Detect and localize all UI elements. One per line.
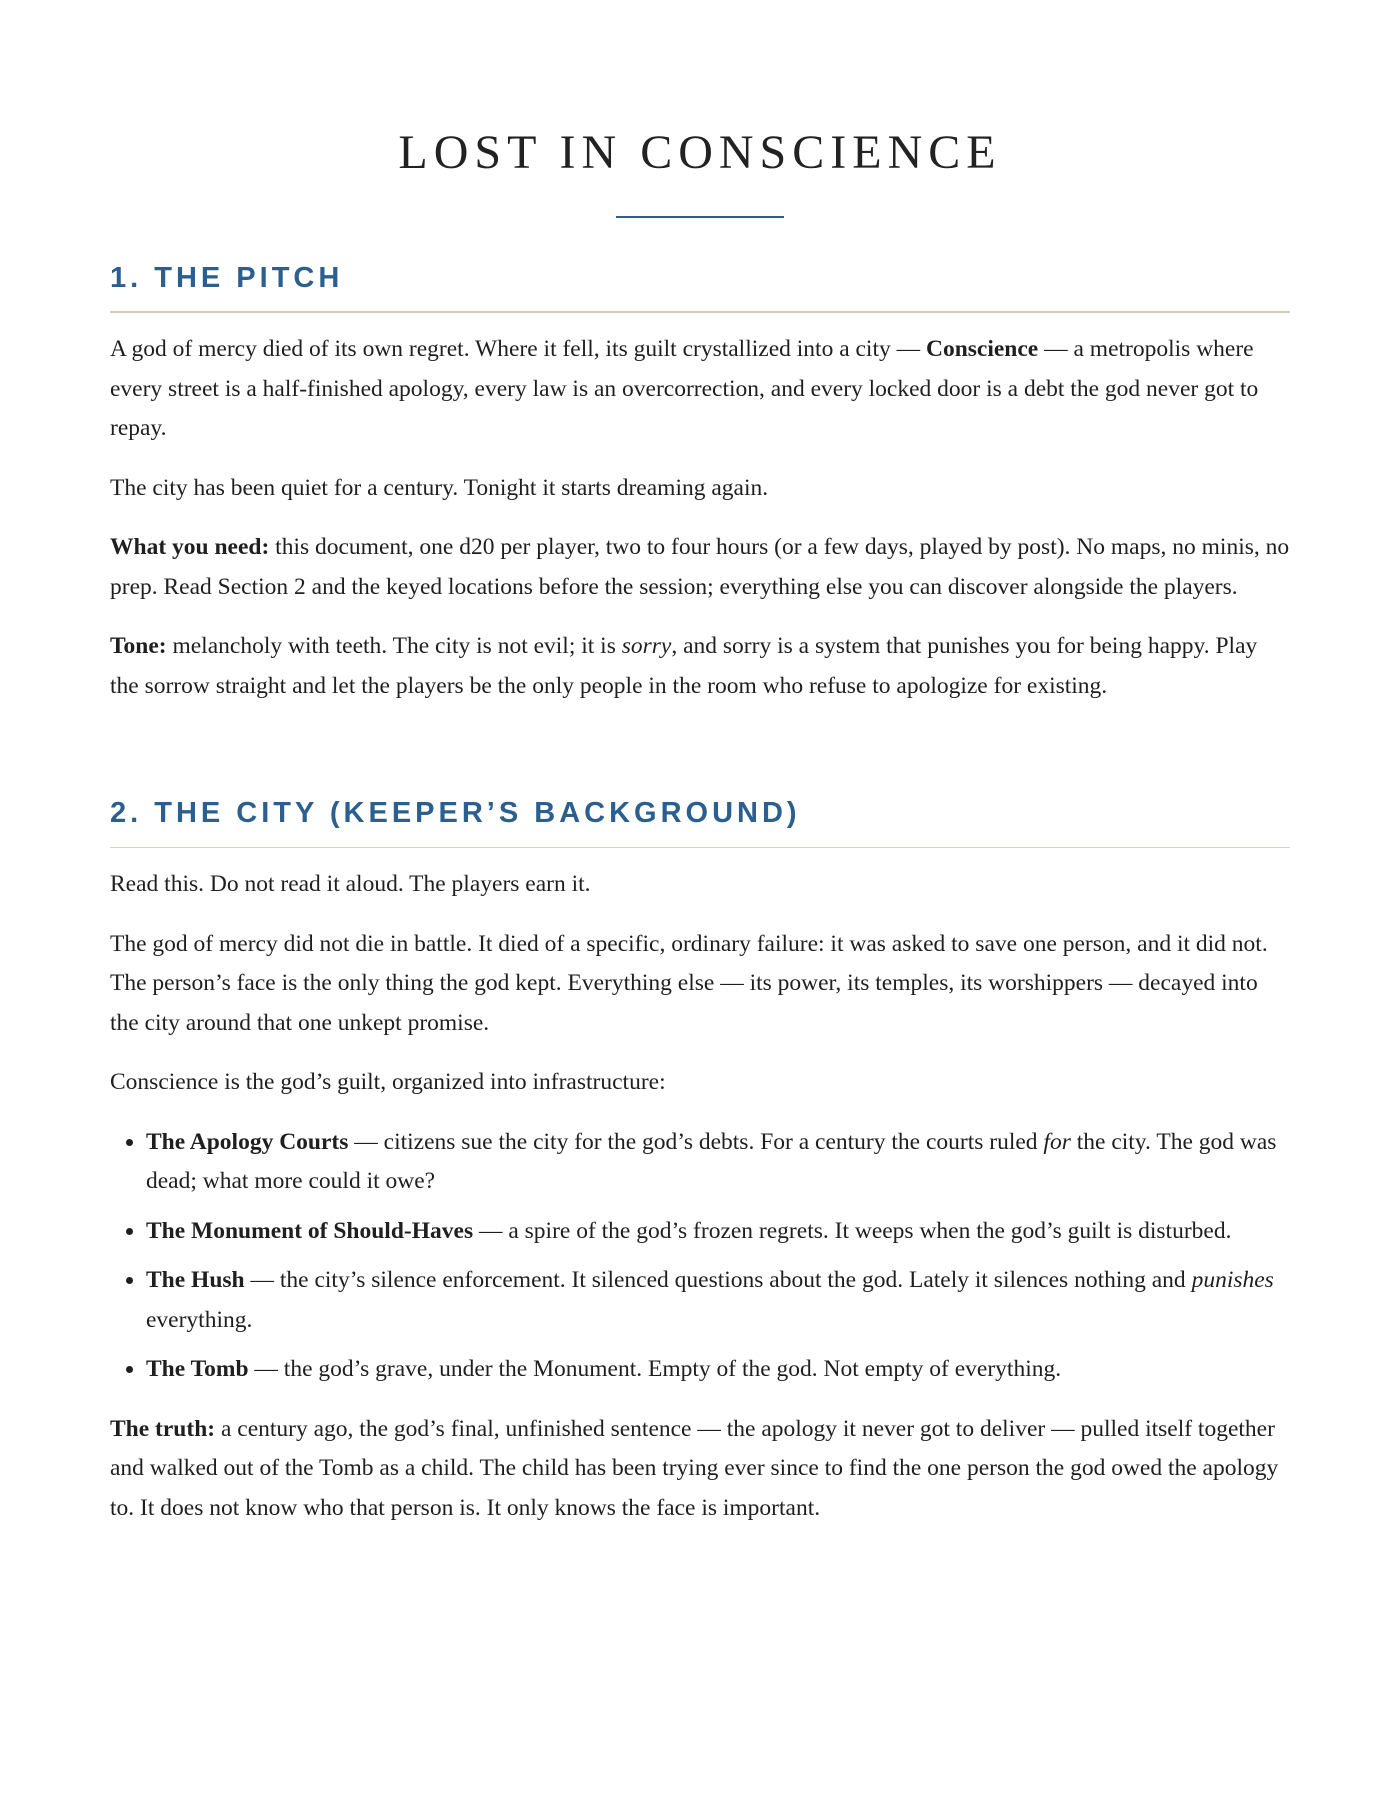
paragraph-infrastructure-intro: Conscience is the god’s guilt, organized into infrastructure: (110, 1069, 666, 1095)
italic-emphasis: punishes (1191, 1267, 1274, 1293)
title-underline (616, 216, 784, 218)
list-item (146, 1261, 1290, 1340)
list-item-name: The Apology Courts (146, 1128, 349, 1155)
paragraph-text: — a metropolis where every street is a half-finished apology, every law is an overcorrection, and every locked door is a debt the god never got to repay. (110, 336, 1259, 441)
paragraph-text: A god of mercy died of its own regret. Where it fell, its guilt crystallized into a city — (110, 336, 926, 362)
section-body-city (110, 865, 1290, 1548)
paragraph-premise (110, 330, 1290, 449)
paragraph-keeper-note: Read this. Do not read it aloud. The players earn it. (110, 871, 591, 897)
list-item-text: — the city’s silence enforcement. It silenced questions about the god. Lately it silences nothing and (244, 1267, 1192, 1293)
truth-label: The truth: (110, 1415, 216, 1442)
list-item-text: the city. The god was dead; what more could it owe? (146, 1128, 1277, 1194)
list-item-text: — the god’s grave, under the Monument. Empty of the god. Not empty of everything. (248, 1356, 1062, 1382)
list-item (146, 1212, 1290, 1252)
section-heading-pitch: 1. THE PITCH (110, 262, 344, 294)
paragraph-text: , and sorry is a system that punishes you for being happy. Play the sorrow straight and let the players be the only people in the room who refuse to apologize for existing. (110, 633, 1258, 699)
paragraph-tone (110, 627, 1290, 706)
list-item-text: everything. (146, 1306, 253, 1333)
list-item-text: — a spire of the god’s frozen regrets. It weeps when the god’s guilt is disturbed. (473, 1217, 1232, 1244)
paragraph-truth (110, 1410, 1290, 1529)
list-item-name: The Tomb (146, 1356, 249, 1382)
paragraph-backstory: The god of mercy did not die in battle. It died of a specific, ordinary failure: it was asked to save one person, and it did not. The person’s face is the only thing the god kept. Everything else — its power, its temples, its worshippers — decayed into the city around that one unkept promise. (110, 930, 1268, 1036)
infrastructure-list (110, 1123, 1290, 1390)
paragraph-hook: The city has been quiet for a century. Tonight it starts dreaming again. (110, 474, 769, 501)
requirements-label: What you need: (110, 534, 270, 560)
city-name-emphasis: Conscience (925, 336, 1039, 362)
list-item-name: The Monument of Should-Haves (146, 1217, 474, 1244)
paragraph-text: melancholy with teeth. The city is not evil; it is (166, 633, 622, 659)
section-divider-pitch (110, 311, 1290, 313)
document-title: LOST IN CONSCIENCE (398, 126, 1002, 179)
paragraph-text: this document, one d20 per player, two to four hours (or a few days, played by post). No maps, no minis, no prep. Read Section 2 and the keyed locations before the session; everything else you can discover alongside the players. (110, 534, 1290, 600)
tone-label: Tone: (110, 633, 167, 659)
list-item (146, 1123, 1290, 1202)
list-item (146, 1350, 1290, 1390)
paragraph-requirements (110, 528, 1290, 607)
paragraph-text: a century ago, the god’s final, unfinished sentence — the apology it never got to deliver — pulled itself together and walked out of the Tomb as a child. The child has been trying ever since to find the one person the god owed the apology to. It does not know who that person is. It only knows the face is important. (110, 1415, 1279, 1521)
italic-emphasis: sorry (621, 633, 672, 659)
section-divider-city (110, 847, 1290, 848)
section-body-pitch (110, 330, 1290, 726)
list-item-text: — citizens sue the city for the god’s debts. For a century the courts ruled (348, 1128, 1044, 1155)
section-heading-city: 2. THE CITY (KEEPER’S BACKGROUND) (110, 797, 801, 829)
italic-emphasis: for (1043, 1128, 1071, 1155)
list-item-name: The Hush (146, 1267, 245, 1293)
